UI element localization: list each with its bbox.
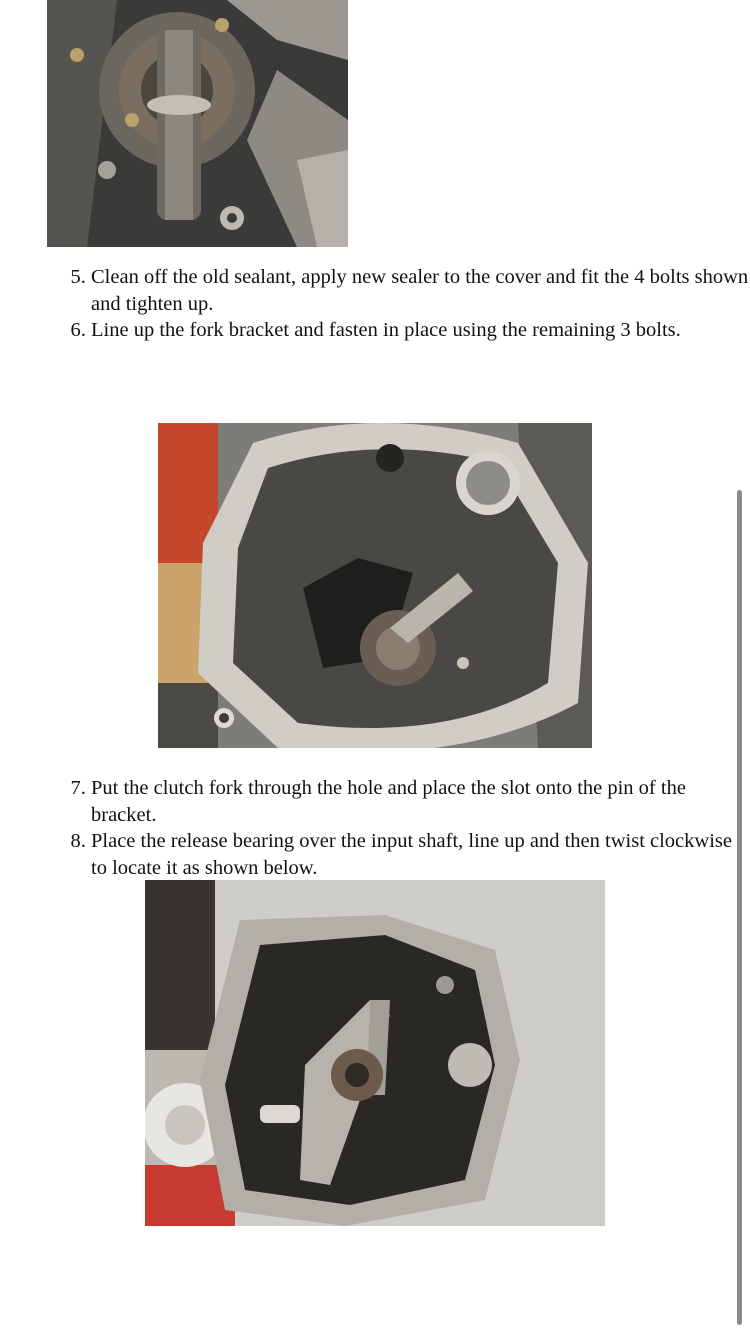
list-item: 6. Line up the fork bracket and fasten in place using the remaining 3 bolts. [91,317,750,344]
instruction-list [58,264,750,344]
scrollbar[interactable] [737,490,742,1325]
list-item: 5. Clean off the old sealant, apply new sealer to the cover and fit the 4 bolts shown and tighten up. [91,264,750,317]
photo-fork-bracket [158,423,592,748]
photo-release-bearing [145,880,605,1226]
list-item: 8. Place the release bearing over the input shaft, line up and then twist clockwise to locate it as shown below. [91,828,750,881]
list-item: 7. Put the clutch fork through the hole and place the slot onto the pin of the bracket. [91,775,750,828]
instruction-list [58,775,750,881]
photo-gearbox-cover [47,0,348,247]
